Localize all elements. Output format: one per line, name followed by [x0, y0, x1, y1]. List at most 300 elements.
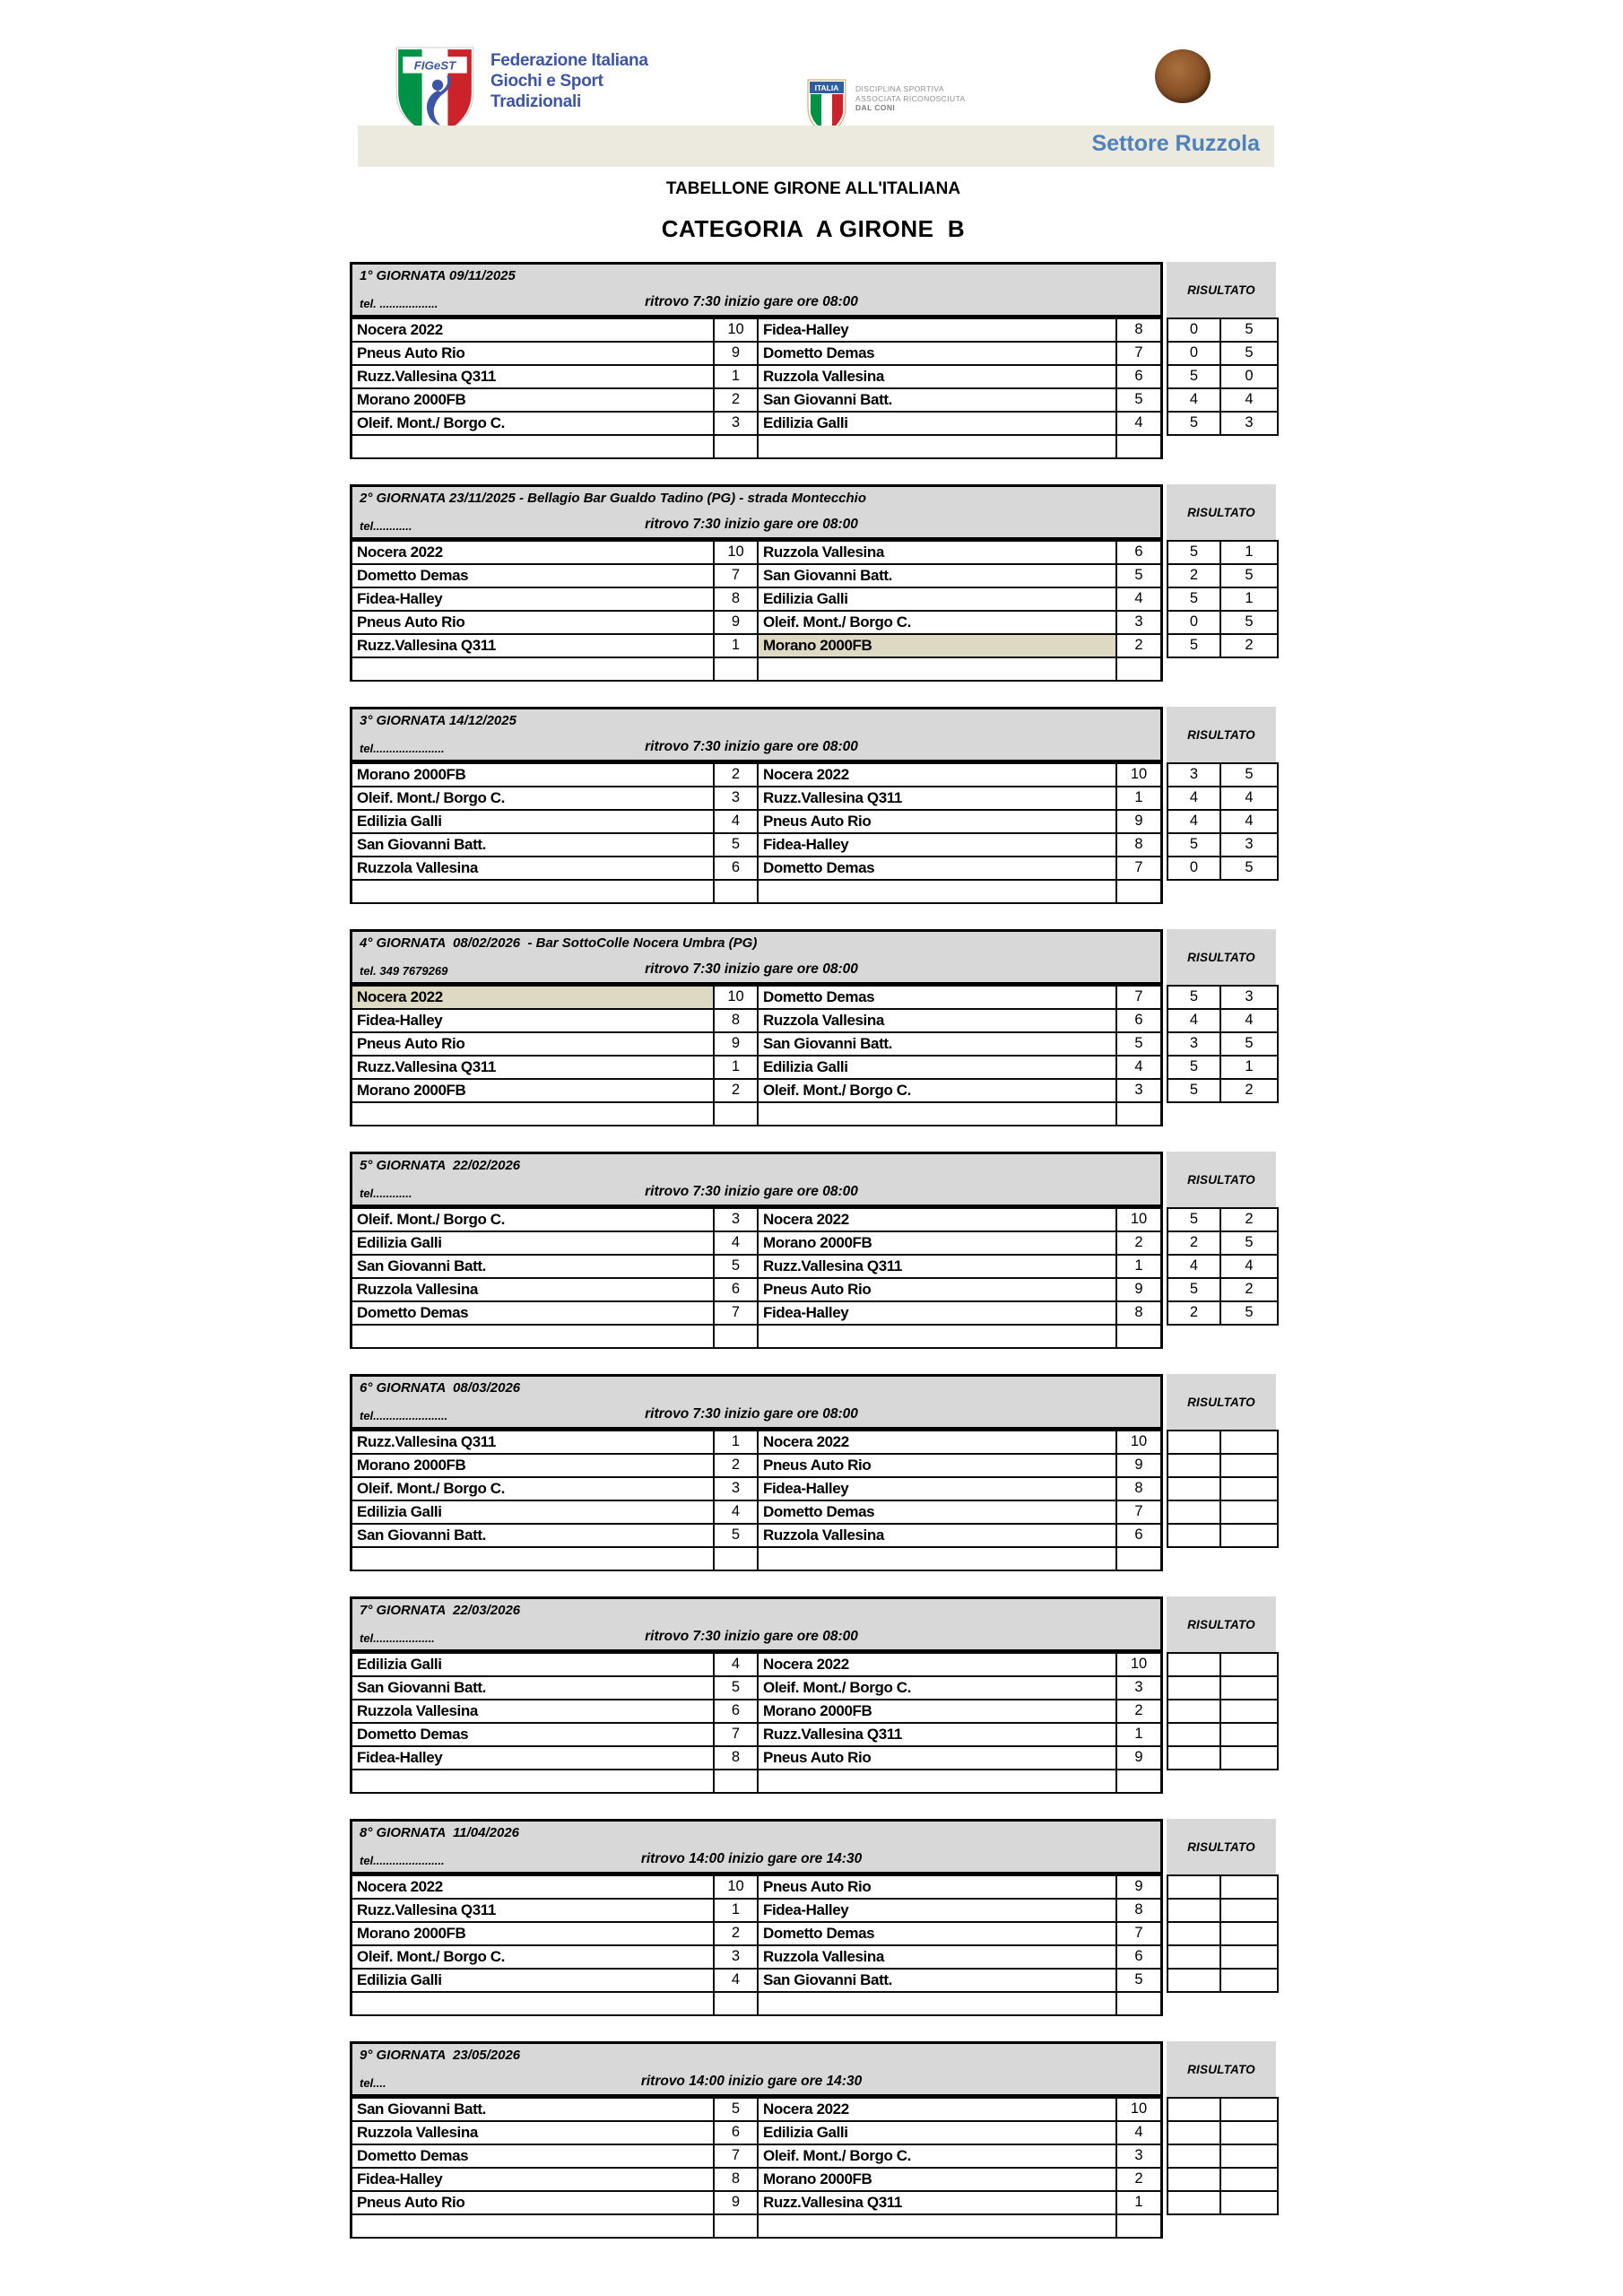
- away-team-cell: Fidea-Halley: [757, 1476, 1117, 1501]
- score-home-cell: 3: [1167, 762, 1221, 787]
- score-home-cell: 4: [1167, 786, 1221, 811]
- score-away-cell: [1219, 2190, 1279, 2215]
- giornata-header-main: [350, 1596, 1163, 1652]
- score-cells: [1167, 587, 1279, 612]
- home-number-cell: 1: [713, 1898, 759, 1923]
- match-row: [350, 2167, 1282, 2192]
- away-number-cell: 1: [1115, 2190, 1163, 2215]
- risultato-header: RISULTATO: [1167, 1152, 1276, 1207]
- home-team-cell: Nocera 2022: [350, 1874, 715, 1900]
- home-number-cell: 6: [713, 856, 759, 881]
- away-team-cell: Nocera 2022: [757, 1652, 1117, 1677]
- home-number-cell: 6: [713, 2120, 759, 2145]
- home-number-cell: 5: [713, 1523, 759, 1548]
- home-number-cell: 10: [713, 540, 759, 565]
- score-away-cell: [1219, 1675, 1279, 1700]
- score-home-cell: [1167, 1523, 1221, 1548]
- giornata-header-main: [350, 929, 1163, 985]
- score-cells: [1167, 1476, 1279, 1501]
- home-team-cell: Pneus Auto Rio: [350, 1031, 715, 1057]
- coni-badge-text: ITALIA: [814, 83, 839, 92]
- home-number-cell: 5: [713, 1675, 759, 1700]
- score-away-cell: [1219, 1722, 1279, 1747]
- score-home-cell: 5: [1167, 1277, 1221, 1302]
- home-number-cell: 8: [713, 2167, 759, 2192]
- match-row: [350, 1277, 1282, 1302]
- score-away-cell: [1219, 2144, 1279, 2169]
- home-team-cell: Ruzz.Vallesina Q311: [350, 1055, 715, 1080]
- giornata-ritrovo: ritrovo 14:00 inizio gare ore 14:30: [640, 2074, 863, 2089]
- figest-logo-text: FIGeST: [413, 58, 456, 73]
- home-team-cell: Oleif. Mont./ Borgo C.: [350, 786, 715, 811]
- away-team-cell: Edilizia Galli: [757, 587, 1117, 612]
- away-team-cell: Pneus Auto Rio: [757, 1874, 1117, 1900]
- match-row: [350, 879, 1282, 904]
- score-away-cell: [1219, 1874, 1279, 1900]
- score-home-cell: [1167, 1944, 1221, 1970]
- away-number-cell: 3: [1115, 1078, 1163, 1103]
- giornata-title: 9° GIORNATA 23/05/2026: [360, 2048, 521, 2063]
- home-number-cell: 3: [713, 786, 759, 811]
- score-home-cell: [1167, 2120, 1221, 2145]
- score-cells: [1167, 1523, 1279, 1548]
- giornata-ritrovo: ritrovo 7:30 inizio gare ore 08:00: [645, 961, 858, 977]
- match-row: [350, 1476, 1282, 1501]
- score-away-cell: 4: [1219, 387, 1279, 413]
- home-team-cell: San Giovanni Batt.: [350, 2097, 715, 2122]
- home-number-cell: [713, 657, 759, 682]
- match-row: [350, 657, 1282, 682]
- score-home-cell: 4: [1167, 1008, 1221, 1033]
- score-cells: [1167, 341, 1279, 366]
- home-team-cell: Dometto Demas: [350, 1300, 715, 1326]
- score-cells: [1167, 1254, 1279, 1279]
- match-row: [350, 633, 1282, 658]
- home-number-cell: 3: [713, 1476, 759, 1501]
- away-team-cell: Oleif. Mont./ Borgo C.: [757, 1078, 1117, 1103]
- score-away-cell: 5: [1219, 762, 1279, 787]
- home-number-cell: 2: [713, 1453, 759, 1478]
- score-away-cell: [1219, 1453, 1279, 1478]
- home-number-cell: [713, 879, 759, 904]
- away-team-cell: Edilizia Galli: [757, 1055, 1117, 1080]
- match-rows: [350, 317, 1282, 459]
- away-number-cell: [1115, 1991, 1163, 2016]
- home-team-cell: Ruzz.Vallesina Q311: [350, 1430, 715, 1455]
- score-home-cell: [1167, 1968, 1221, 1993]
- ruzzola-disc-icon: [1155, 49, 1211, 103]
- home-number-cell: 3: [713, 411, 759, 436]
- giornata-title: 3° GIORNATA 14/12/2025: [360, 713, 516, 728]
- score-away-cell: [1219, 1745, 1279, 1770]
- score-cells: [1167, 1231, 1279, 1256]
- score-cells: [1167, 1968, 1279, 1993]
- home-number-cell: 3: [713, 1207, 759, 1232]
- away-number-cell: 5: [1115, 387, 1163, 413]
- home-team-cell: Oleif. Mont./ Borgo C.: [350, 1476, 715, 1501]
- risultato-header: RISULTATO: [1167, 1596, 1276, 1652]
- home-team-cell: San Giovanni Batt.: [350, 1523, 715, 1548]
- match-rows: [350, 985, 1282, 1126]
- giornata-header-main: [350, 1152, 1163, 1207]
- away-team-cell: Pneus Auto Rio: [757, 1453, 1117, 1478]
- match-row: [350, 1254, 1282, 1279]
- match-row: [350, 563, 1282, 588]
- away-team-cell: San Giovanni Batt.: [757, 1031, 1117, 1057]
- away-number-cell: 10: [1115, 2097, 1163, 2122]
- giornata-block: [350, 1819, 1282, 2025]
- score-away-cell: 5: [1219, 610, 1279, 635]
- giornata-title: 2° GIORNATA 23/11/2025 - Bellagio Bar Gualdo Tadino (PG) - strada Montecchio: [360, 491, 866, 506]
- home-team-cell: Ruzzola Vallesina: [350, 1699, 715, 1724]
- score-cells: [1167, 1055, 1279, 1080]
- sector-banner: [358, 126, 1274, 167]
- score-home-cell: 0: [1167, 317, 1221, 343]
- home-number-cell: 9: [713, 610, 759, 635]
- match-row: [350, 2144, 1282, 2169]
- giornata-block: [350, 707, 1282, 913]
- score-home-cell: [1167, 1500, 1221, 1525]
- away-team-cell: Fidea-Halley: [757, 1898, 1117, 1923]
- match-row: [350, 762, 1282, 787]
- score-away-cell: 5: [1219, 341, 1279, 366]
- away-team-cell: [757, 879, 1117, 904]
- match-row: [350, 809, 1282, 834]
- home-team-cell: Nocera 2022: [350, 540, 715, 565]
- home-team-cell: Fidea-Halley: [350, 2167, 715, 2192]
- score-away-cell: 3: [1219, 832, 1279, 857]
- match-row: [350, 387, 1282, 413]
- home-number-cell: 2: [713, 1921, 759, 1946]
- score-cells: [1167, 786, 1279, 811]
- home-team-cell: [350, 2213, 715, 2239]
- away-team-cell: Morano 2000FB: [757, 2167, 1117, 2192]
- giornata-tel: tel. ..................: [360, 297, 438, 310]
- home-number-cell: [713, 1324, 759, 1349]
- match-rows: [350, 2097, 1282, 2239]
- away-team-cell: Edilizia Galli: [757, 411, 1117, 436]
- giornata-title: 8° GIORNATA 11/04/2026: [360, 1825, 520, 1840]
- match-row: [350, 1699, 1282, 1724]
- away-number-cell: 8: [1115, 832, 1163, 857]
- match-row: [350, 1008, 1282, 1033]
- away-team-cell: Oleif. Mont./ Borgo C.: [757, 610, 1117, 635]
- score-away-cell: 3: [1219, 985, 1279, 1010]
- match-row: [350, 2120, 1282, 2145]
- away-team-cell: Oleif. Mont./ Borgo C.: [757, 1675, 1117, 1700]
- away-team-cell: [757, 434, 1117, 459]
- score-home-cell: 5: [1167, 1207, 1221, 1232]
- score-home-cell: [1167, 1652, 1221, 1677]
- score-home-cell: [1167, 1453, 1221, 1478]
- away-team-cell: Pneus Auto Rio: [757, 809, 1117, 834]
- score-away-cell: 2: [1219, 1207, 1279, 1232]
- home-team-cell: Edilizia Galli: [350, 1500, 715, 1525]
- away-number-cell: [1115, 879, 1163, 904]
- score-cells: [1167, 1944, 1279, 1970]
- home-number-cell: 5: [713, 1254, 759, 1279]
- away-number-cell: 10: [1115, 1430, 1163, 1455]
- away-team-cell: Pneus Auto Rio: [757, 1745, 1117, 1770]
- giornata-header-main: [350, 484, 1163, 540]
- score-home-cell: 4: [1167, 1254, 1221, 1279]
- match-rows: [350, 762, 1282, 904]
- risultato-header: RISULTATO: [1167, 929, 1276, 985]
- home-team-cell: Morano 2000FB: [350, 1453, 715, 1478]
- score-cells: [1167, 1921, 1279, 1946]
- away-team-cell: Ruzz.Vallesina Q311: [757, 2190, 1117, 2215]
- match-row: [350, 1500, 1282, 1525]
- score-cells: [1167, 1722, 1279, 1747]
- away-team-cell: San Giovanni Batt.: [757, 563, 1117, 588]
- score-home-cell: [1167, 2144, 1221, 2169]
- home-team-cell: Pneus Auto Rio: [350, 341, 715, 366]
- giornata-tel: tel......................: [360, 742, 445, 755]
- score-home-cell: 0: [1167, 341, 1221, 366]
- score-away-cell: 0: [1219, 364, 1279, 389]
- match-row: [350, 2213, 1282, 2239]
- giornata-tel: tel.......................: [360, 1409, 448, 1422]
- giornata-block: [350, 1152, 1282, 1358]
- home-number-cell: 1: [713, 633, 759, 658]
- away-team-cell: Nocera 2022: [757, 762, 1117, 787]
- score-cells: [1167, 1652, 1279, 1677]
- match-row: [350, 434, 1282, 459]
- away-team-cell: [757, 2213, 1117, 2239]
- away-number-cell: [1115, 657, 1163, 682]
- coni-caption-line3: DAL CONI: [855, 103, 896, 112]
- home-number-cell: 8: [713, 587, 759, 612]
- score-home-cell: 2: [1167, 563, 1221, 588]
- match-row: [350, 411, 1282, 436]
- match-row: [350, 1055, 1282, 1080]
- federation-name: [490, 50, 648, 112]
- giornata-header: [350, 1596, 1282, 1652]
- giornata-header: [350, 484, 1282, 540]
- home-number-cell: 8: [713, 1745, 759, 1770]
- home-team-cell: Ruzz.Vallesina Q311: [350, 364, 715, 389]
- score-away-cell: 2: [1219, 633, 1279, 658]
- away-team-cell: Nocera 2022: [757, 1430, 1117, 1455]
- home-number-cell: 2: [713, 387, 759, 413]
- score-away-cell: 5: [1219, 1031, 1279, 1057]
- giornata-header-main: [350, 2041, 1163, 2097]
- away-team-cell: Ruzzola Vallesina: [757, 364, 1117, 389]
- risultato-header: RISULTATO: [1167, 2041, 1276, 2097]
- match-row: [350, 1968, 1282, 1993]
- giornata-tel: tel....: [360, 2076, 386, 2090]
- coni-caption-line2: ASSOCIATA RICONOSCIUTA: [855, 93, 966, 103]
- match-row: [350, 1324, 1282, 1349]
- home-number-cell: 2: [713, 762, 759, 787]
- home-number-cell: 7: [713, 1722, 759, 1747]
- away-number-cell: [1115, 1101, 1163, 1126]
- away-number-cell: 7: [1115, 856, 1163, 881]
- match-row: [350, 540, 1282, 565]
- away-number-cell: 6: [1115, 1944, 1163, 1970]
- risultato-header: RISULTATO: [1167, 484, 1276, 540]
- score-cells: [1167, 2167, 1279, 2192]
- away-number-cell: 2: [1115, 1699, 1163, 1724]
- score-home-cell: 3: [1167, 1031, 1221, 1057]
- home-team-cell: [350, 1991, 715, 2016]
- score-away-cell: 5: [1219, 1231, 1279, 1256]
- score-cells: [1167, 1699, 1279, 1724]
- home-team-cell: Edilizia Galli: [350, 1652, 715, 1677]
- home-number-cell: [713, 1991, 759, 2016]
- away-number-cell: 1: [1115, 1722, 1163, 1747]
- score-cells: [1167, 832, 1279, 857]
- home-team-cell: Ruzz.Vallesina Q311: [350, 633, 715, 658]
- giornata-ritrovo: ritrovo 7:30 inizio gare ore 08:00: [645, 294, 858, 309]
- giornata-header: [350, 1819, 1282, 1874]
- score-cells: [1167, 610, 1279, 635]
- score-cells: [1167, 1008, 1279, 1033]
- away-team-cell: Dometto Demas: [757, 856, 1117, 881]
- home-team-cell: Morano 2000FB: [350, 1078, 715, 1103]
- giornata-header-main: [350, 262, 1163, 317]
- home-team-cell: Fidea-Halley: [350, 1745, 715, 1770]
- home-team-cell: San Giovanni Batt.: [350, 1254, 715, 1279]
- score-away-cell: 2: [1219, 1277, 1279, 1302]
- giornata-ritrovo: ritrovo 7:30 inizio gare ore 08:00: [645, 517, 858, 532]
- match-row: [350, 985, 1282, 1010]
- score-cells: [1167, 1277, 1279, 1302]
- score-away-cell: 1: [1219, 540, 1279, 565]
- score-away-cell: [1219, 1921, 1279, 1946]
- score-away-cell: 4: [1219, 1008, 1279, 1033]
- score-home-cell: [1167, 1430, 1221, 1455]
- score-away-cell: [1219, 1523, 1279, 1548]
- away-number-cell: 4: [1115, 1055, 1163, 1080]
- away-number-cell: 10: [1115, 762, 1163, 787]
- score-cells: [1167, 2120, 1279, 2145]
- away-number-cell: 3: [1115, 2144, 1163, 2169]
- away-team-cell: Ruzz.Vallesina Q311: [757, 1254, 1117, 1279]
- giornata-tel: tel......................: [360, 1854, 445, 1867]
- score-away-cell: 3: [1219, 411, 1279, 436]
- score-home-cell: 5: [1167, 985, 1221, 1010]
- home-number-cell: 6: [713, 1277, 759, 1302]
- away-team-cell: Ruzz.Vallesina Q311: [757, 786, 1117, 811]
- home-number-cell: 10: [713, 985, 759, 1010]
- score-home-cell: 0: [1167, 610, 1221, 635]
- score-cells: [1167, 985, 1279, 1010]
- score-home-cell: 2: [1167, 1231, 1221, 1256]
- home-number-cell: [713, 2213, 759, 2239]
- risultato-header: RISULTATO: [1167, 1819, 1276, 1874]
- coni-caption: [855, 84, 966, 113]
- giornata-header-main: [350, 707, 1163, 762]
- away-number-cell: [1115, 434, 1163, 459]
- away-number-cell: 6: [1115, 1523, 1163, 1548]
- score-home-cell: 2: [1167, 1300, 1221, 1326]
- score-away-cell: 4: [1219, 1254, 1279, 1279]
- home-number-cell: [713, 1101, 759, 1126]
- home-team-cell: [350, 1769, 715, 1794]
- federation-name-line3: Tradizionali: [490, 92, 581, 111]
- home-number-cell: 9: [713, 341, 759, 366]
- home-team-cell: Oleif. Mont./ Borgo C.: [350, 1944, 715, 1970]
- match-rows: [350, 540, 1282, 682]
- score-home-cell: [1167, 1921, 1221, 1946]
- score-home-cell: [1167, 2097, 1221, 2122]
- home-number-cell: 3: [713, 1944, 759, 1970]
- score-away-cell: [1219, 2167, 1279, 2192]
- score-cells: [1167, 1675, 1279, 1700]
- home-number-cell: 10: [713, 317, 759, 343]
- away-team-cell: [757, 1324, 1117, 1349]
- home-team-cell: Dometto Demas: [350, 563, 715, 588]
- match-row: [350, 1523, 1282, 1548]
- away-team-cell: Morano 2000FB: [757, 1699, 1117, 1724]
- match-row: [350, 1546, 1282, 1571]
- away-team-cell: Nocera 2022: [757, 2097, 1117, 2122]
- home-number-cell: 10: [713, 1874, 759, 1900]
- away-team-cell: Edilizia Galli: [757, 2120, 1117, 2145]
- score-cells: [1167, 762, 1279, 787]
- away-team-cell: Ruzzola Vallesina: [757, 1523, 1117, 1548]
- away-team-cell: Ruzzola Vallesina: [757, 1008, 1117, 1033]
- score-home-cell: [1167, 2190, 1221, 2215]
- score-cells: [1167, 2190, 1279, 2215]
- score-away-cell: 1: [1219, 587, 1279, 612]
- home-number-cell: 1: [713, 1055, 759, 1080]
- match-row: [350, 1430, 1282, 1455]
- giornata-title: 4° GIORNATA 08/02/2026 - Bar SottoColle Nocera Umbra (PG): [360, 935, 758, 951]
- score-cells: [1167, 1898, 1279, 1923]
- score-cells: [1167, 540, 1279, 565]
- match-row: [350, 610, 1282, 635]
- giornata-block: [350, 1596, 1282, 1803]
- home-number-cell: [713, 434, 759, 459]
- away-team-cell: Morano 2000FB: [757, 633, 1117, 658]
- away-team-cell: [757, 1769, 1117, 1794]
- home-team-cell: Oleif. Mont./ Borgo C.: [350, 1207, 715, 1232]
- home-team-cell: Fidea-Halley: [350, 587, 715, 612]
- home-team-cell: Dometto Demas: [350, 2144, 715, 2169]
- score-cells: [1167, 411, 1279, 436]
- away-number-cell: 1: [1115, 1254, 1163, 1279]
- away-number-cell: 8: [1115, 1300, 1163, 1326]
- score-away-cell: [1219, 1944, 1279, 1970]
- away-number-cell: [1115, 1546, 1163, 1571]
- away-team-cell: Pneus Auto Rio: [757, 1277, 1117, 1302]
- score-away-cell: [1219, 1968, 1279, 1993]
- home-team-cell: [350, 1324, 715, 1349]
- score-cells: [1167, 1207, 1279, 1232]
- away-number-cell: 6: [1115, 1008, 1163, 1033]
- giornata-title: 6° GIORNATA 08/03/2026: [360, 1380, 521, 1396]
- match-row: [350, 1101, 1282, 1126]
- giornata-header: [350, 1152, 1282, 1207]
- match-row: [350, 856, 1282, 881]
- giornata-block: [350, 262, 1282, 468]
- match-row: [350, 1031, 1282, 1057]
- match-row: [350, 317, 1282, 343]
- score-home-cell: [1167, 1745, 1221, 1770]
- category-title: CATEGORIA A GIRONE B: [661, 215, 966, 242]
- match-rows: [350, 1652, 1282, 1794]
- away-number-cell: 4: [1115, 411, 1163, 436]
- home-number-cell: 9: [713, 1031, 759, 1057]
- home-number-cell: 4: [713, 1500, 759, 1525]
- score-away-cell: 4: [1219, 786, 1279, 811]
- score-away-cell: [1219, 1699, 1279, 1724]
- figest-logo: [395, 47, 475, 135]
- away-team-cell: Fidea-Halley: [757, 317, 1117, 343]
- federation-name-line2: Giochi e Sport: [490, 72, 603, 91]
